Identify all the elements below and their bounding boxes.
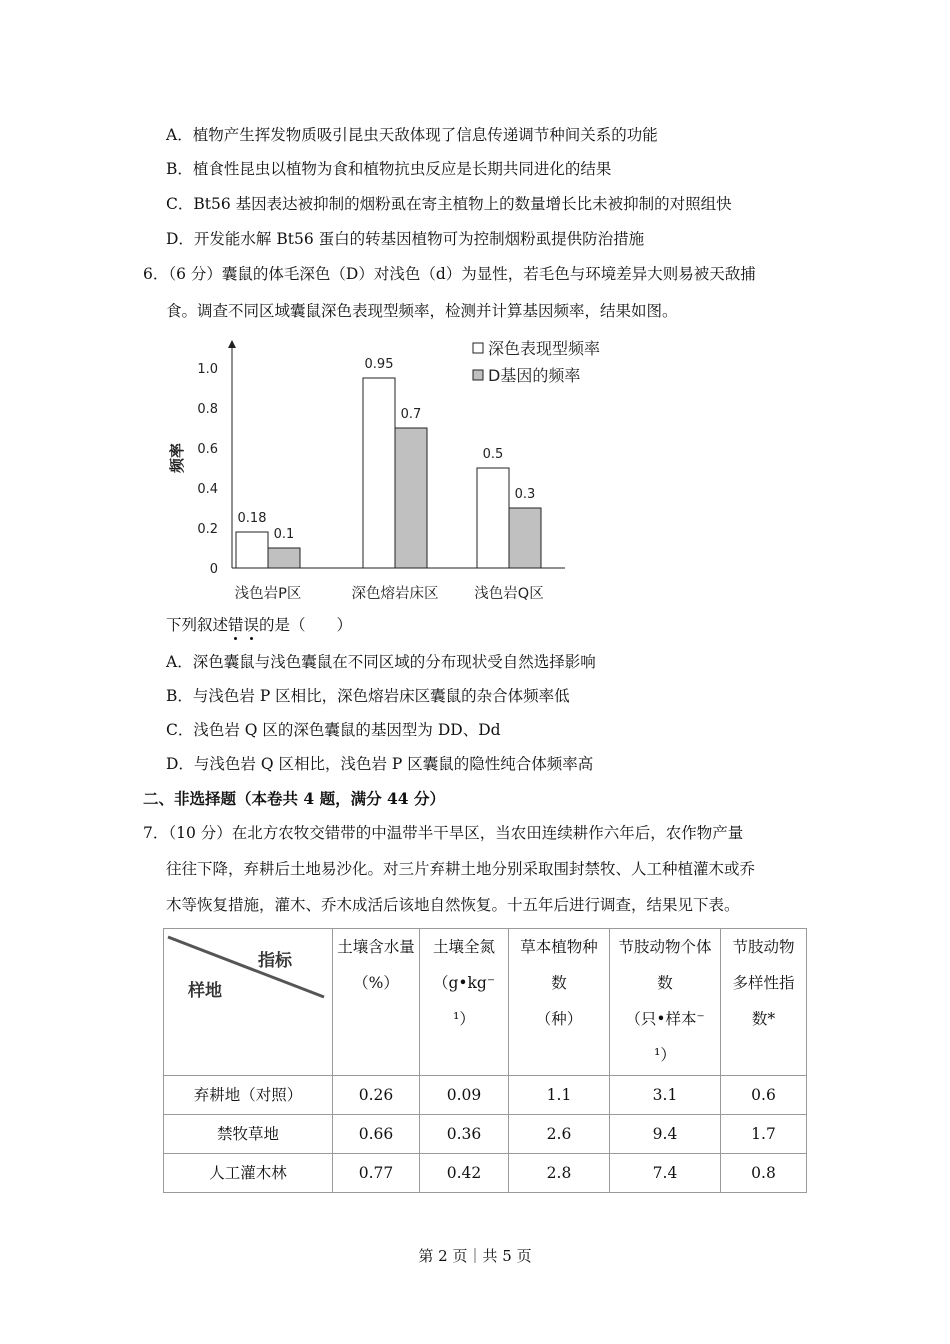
emphasis-char-1: 错 <box>228 616 244 634</box>
header-line: 草本植物种 <box>520 938 598 956</box>
header-line: 数* <box>751 1010 776 1028</box>
table-cell: 0.09 <box>420 1076 509 1115</box>
emphasis-char-2: 误 <box>243 616 260 634</box>
q6-option-b: B．与浅色岩 P 区相比，深色熔岩床区囊鼠的杂合体频率低 <box>166 687 570 705</box>
legend-swatch <box>473 370 483 380</box>
header-line: 节肢动物个体 <box>618 938 712 956</box>
legend-label: D基因的频率 <box>488 366 581 385</box>
diagonal-divider-line <box>164 929 332 1075</box>
x-category-label: 浅色岩Q区 <box>474 586 544 602</box>
table-corner-cell <box>164 929 333 1076</box>
y-tick-label: 1.0 <box>197 362 218 377</box>
header-line: 节肢动物 <box>732 938 795 956</box>
q6-prompt-after: 的是（ ） <box>259 616 353 634</box>
header-line: 土壤全氮 <box>432 938 495 956</box>
header-line: （只•样本⁻ <box>625 1010 705 1028</box>
header-arthropod-diversity <box>721 929 807 1076</box>
table-cell: 2.6 <box>509 1115 610 1154</box>
q6-stem-line2: 食。调查不同区域囊鼠深色表现型频率，检测并计算基因频率，结果如图。 <box>166 302 678 320</box>
table-cell: 0.66 <box>333 1115 420 1154</box>
bar-gene-2 <box>509 508 541 568</box>
y-axis-label: 频率 <box>168 442 186 474</box>
header-herb-species <box>509 929 610 1076</box>
q5-option-d: D．开发能水解 Bt56 蛋白的转基因植物可为控制烟粉虱提供防治措施 <box>166 230 645 248</box>
q7-stem-line3: 木等恢复措施，灌木、乔木成活后该地自然恢复。十五年后进行调查，结果见下表。 <box>166 896 740 914</box>
legend-swatch <box>473 343 483 353</box>
table-cell: 1.1 <box>509 1076 610 1115</box>
bar-phenotype-2 <box>477 468 509 568</box>
q7-stem-line2: 往往下降，弃耕后土地易沙化。对三片弃耕土地分别采取围封禁牧、人工种植灌木或乔 <box>166 860 756 878</box>
header-arthropod-count <box>610 929 721 1076</box>
header-line: （g•kg⁻ <box>432 974 496 992</box>
header-line: ¹） <box>654 1046 676 1064</box>
table-cell: 0.77 <box>333 1154 420 1193</box>
bar-gene-0 <box>268 548 300 568</box>
header-line: ¹） <box>453 1010 475 1028</box>
table-cell: 1.7 <box>721 1115 807 1154</box>
bar-data-label: 0.95 <box>364 357 394 372</box>
q5-option-c: C．Bt56 基因表达被抑制的烟粉虱在寄主植物上的数量增长比未被抑制的对照组快 <box>166 195 732 213</box>
q6-prompt-before: 下列叙述 <box>166 616 229 634</box>
table-row <box>164 1115 807 1154</box>
bar-data-label: 0.7 <box>400 407 422 422</box>
header-soil-moisture <box>333 929 420 1076</box>
table-cell: 3.1 <box>610 1076 721 1115</box>
y-axis-arrow <box>228 340 236 348</box>
header-line: （%） <box>353 974 399 992</box>
corner-label-site: 样地 <box>188 981 222 1001</box>
q6-stem-line1: 6．（6 分）囊鼠的体毛深色（D）对浅色（d）为显性，若毛色与环境差异大则易被天敌捕 <box>143 265 756 283</box>
bar-phenotype-1 <box>363 378 395 568</box>
bar-phenotype-0 <box>236 532 268 568</box>
q6-option-a: A．深色囊鼠与浅色囊鼠在不同区域的分布现状受自然选择影响 <box>166 653 596 671</box>
row-label: 弃耕地（对照） <box>164 1076 333 1115</box>
section-2-title: 二、非选择题（本卷共 4 题，满分 44 分） <box>143 789 445 808</box>
table-header-row <box>164 929 807 1076</box>
table-cell: 0.26 <box>333 1076 420 1115</box>
row-label: 人工灌木林 <box>164 1154 333 1193</box>
legend-label: 深色表现型频率 <box>488 339 601 358</box>
q6-option-c: C．浅色岩 Q 区的深色囊鼠的基因型为 DD、Dd <box>166 721 501 739</box>
table-row <box>164 1076 807 1115</box>
table-cell: 0.36 <box>420 1115 509 1154</box>
bar-data-label: 0.18 <box>237 511 267 526</box>
corner-label-indicator: 指标 <box>258 951 292 971</box>
q6-option-d: D．与浅色岩 Q 区相比，浅色岩 P 区囊鼠的隐性纯合体频率高 <box>166 755 594 773</box>
table-cell: 0.6 <box>721 1076 807 1115</box>
x-category-label: 浅色岩P区 <box>234 586 302 602</box>
q5-option-b: B．植食性昆虫以植物为食和植物抗虫反应是长期共同进化的结果 <box>166 160 612 178</box>
frequency-bar-chart <box>160 330 630 610</box>
header-line: 数 <box>551 974 567 992</box>
header-line: 数 <box>657 974 673 992</box>
x-category-label: 深色熔岩床区 <box>351 586 439 602</box>
q6-prompt <box>166 614 352 636</box>
header-line: （种） <box>535 1010 583 1028</box>
q7-stem-line1: 7．（10 分）在北方农牧交错带的中温带半干旱区，当农田连续耕作六年后，农作物产量 <box>143 824 744 842</box>
bar-data-label: 0.1 <box>273 527 295 542</box>
bar-data-label: 0.5 <box>482 447 504 462</box>
table-cell: 0.42 <box>420 1154 509 1193</box>
page-footer: 第 2 页｜共 5 页 <box>418 1247 532 1265</box>
table-cell: 0.8 <box>721 1154 807 1193</box>
y-tick-label: 0.6 <box>197 442 218 457</box>
y-tick-label: 0 <box>209 562 218 577</box>
table-cell: 2.8 <box>509 1154 610 1193</box>
bar-data-label: 0.3 <box>514 487 536 502</box>
q5-option-a: A．植物产生挥发物质吸引昆虫天敌体现了信息传递调节种间关系的功能 <box>166 126 658 144</box>
table-cell: 7.4 <box>610 1154 721 1193</box>
header-soil-nitrogen <box>420 929 509 1076</box>
y-tick-label: 0.8 <box>197 402 218 417</box>
header-line: 土壤含水量 <box>337 938 415 956</box>
header-line: 多样性指 <box>732 974 795 992</box>
y-tick-label: 0.4 <box>197 482 218 497</box>
survey-results-table <box>163 928 807 1193</box>
table-row <box>164 1154 807 1193</box>
table-cell: 9.4 <box>610 1115 721 1154</box>
bar-gene-1 <box>395 428 427 568</box>
y-tick-label: 0.2 <box>197 522 218 537</box>
row-label: 禁牧草地 <box>164 1115 333 1154</box>
